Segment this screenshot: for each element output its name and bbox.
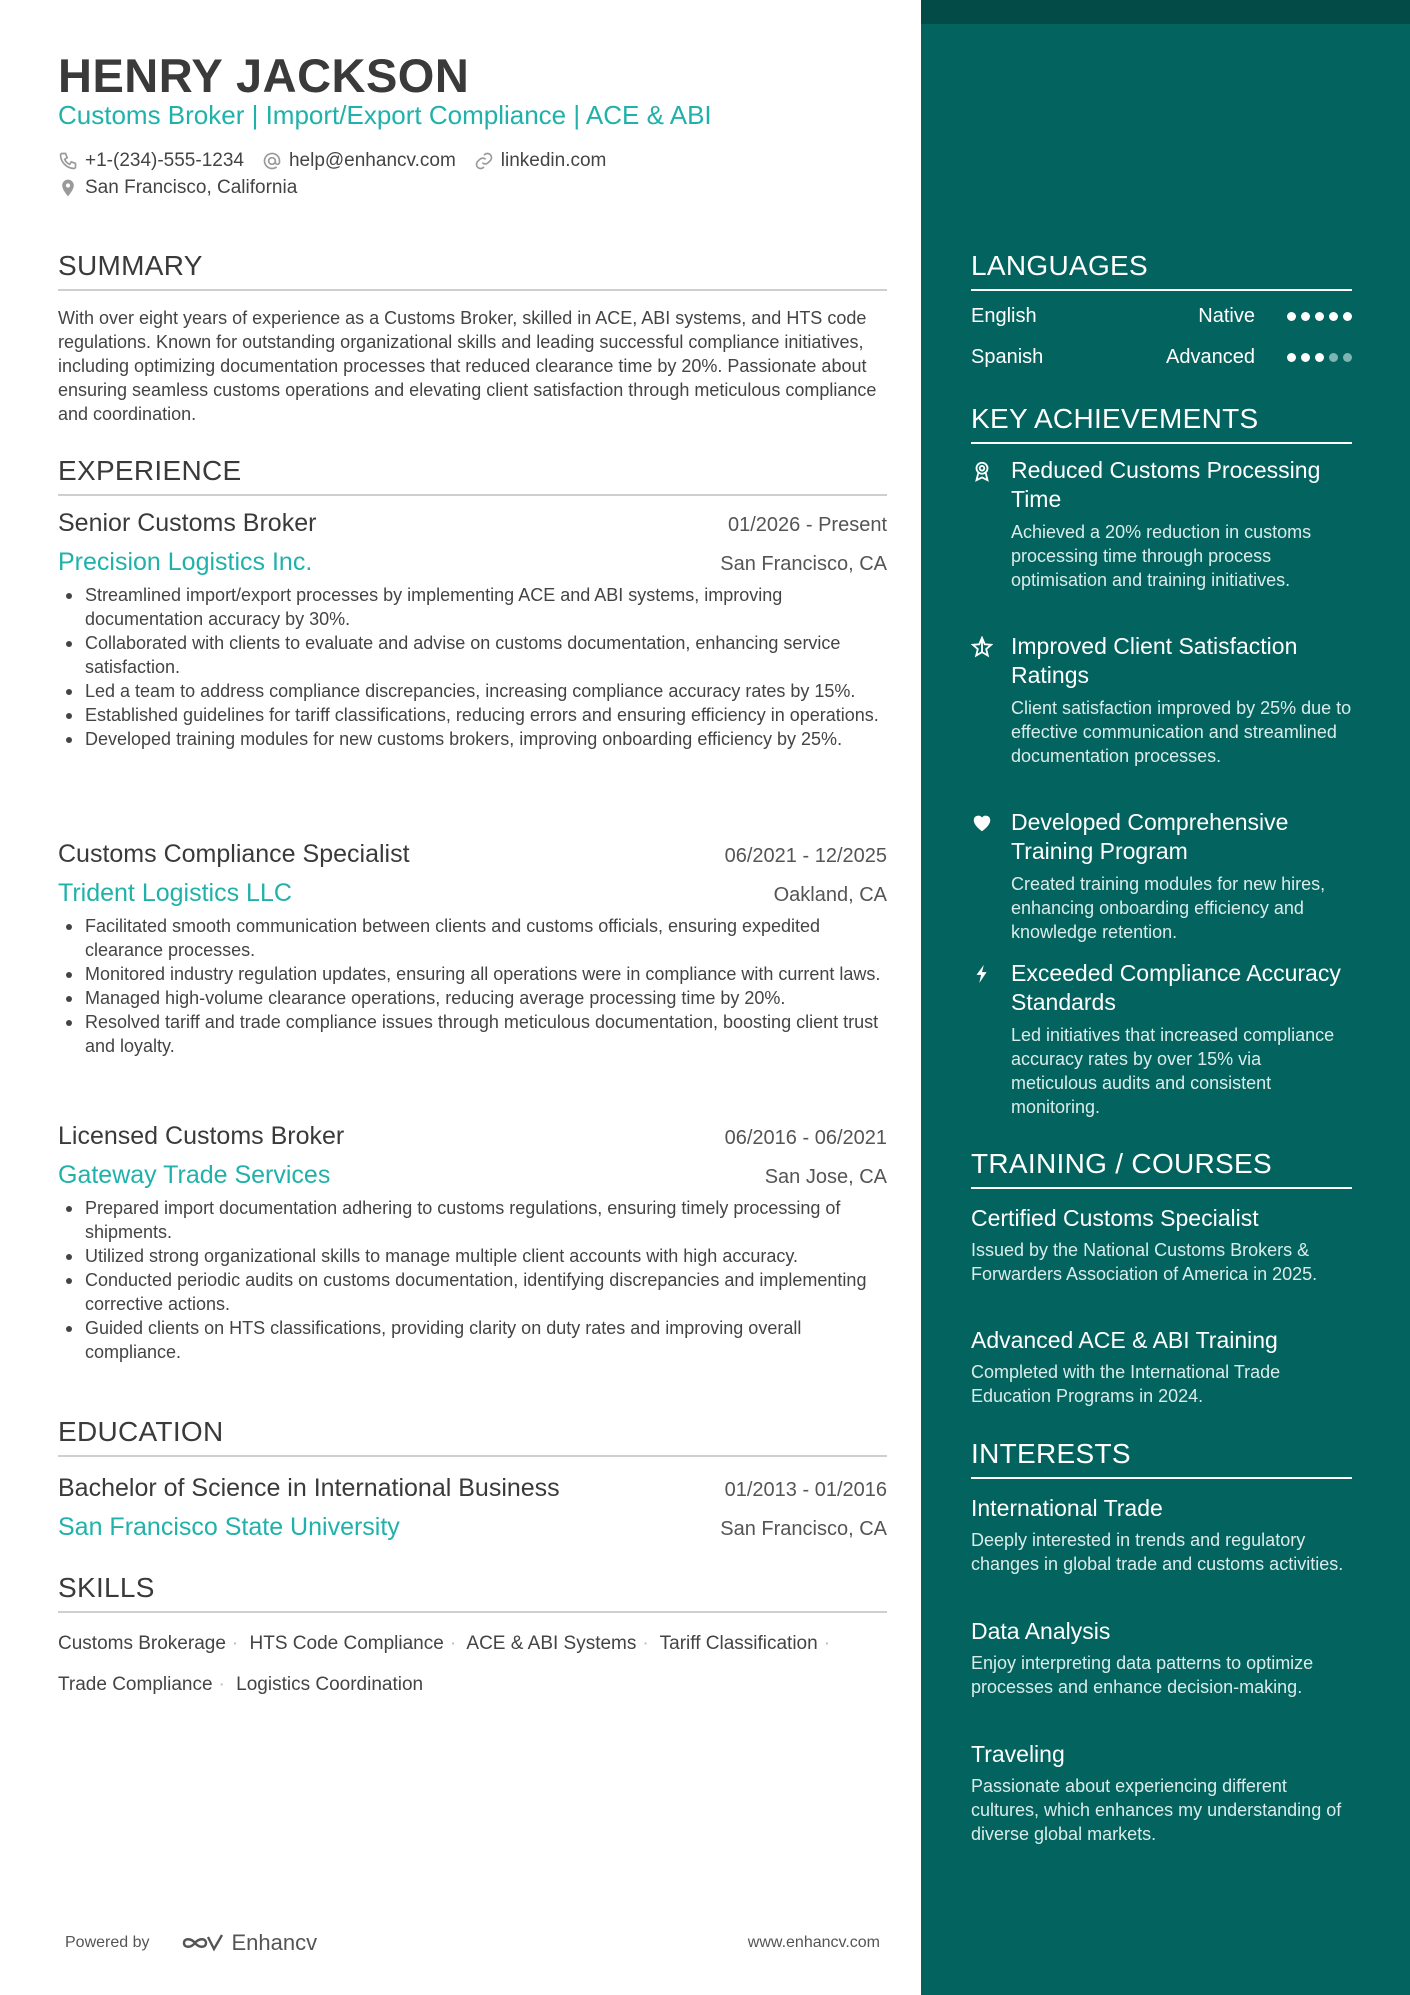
sidebar: [921, 0, 1410, 1995]
training-item: [971, 1204, 1352, 1286]
job-location: San Jose, CA: [764, 1166, 887, 1188]
achievement-item: [971, 959, 1352, 1119]
summary-text: With over eight years of experience as a Customs Broker, skilled in ACE, ABI systems, and HTS code regulations. Known for outstanding organizational skills and leading successful compliance initiatives, including optimizing documentation processes that reduced clearance time by 20%. Passionate about ensuring seamless customs operations and elevating client satisfaction through meticulous compliance and coordination.: [58, 308, 877, 424]
skill-item: Trade Compliance: [58, 1674, 213, 1695]
job-bullets: [58, 914, 887, 1058]
achievements-heading: KEY ACHIEVEMENTS: [971, 403, 1352, 444]
experience-entry: [58, 1122, 887, 1364]
experience-entry: [58, 509, 887, 751]
contact-location: [58, 177, 315, 199]
skill-item: Customs Brokerage: [58, 1633, 226, 1654]
job-location: San Francisco, CA: [720, 553, 887, 575]
skill-item: Logistics Coordination: [236, 1674, 424, 1695]
skill-item: ACE & ABI Systems: [466, 1633, 637, 1654]
languages-heading: LANGUAGES: [971, 250, 1352, 291]
candidate-name: HENRY JACKSON: [58, 49, 470, 102]
link-icon: [474, 151, 494, 171]
achievement-title: Reduced Customs Processing Time: [1011, 457, 1321, 512]
job-bullet: Guided clients on HTS classifications, providing clarity on duty rates and improving overall compliance.: [58, 1316, 887, 1364]
contact-phone[interactable]: [58, 150, 244, 172]
lightning-icon: [971, 963, 993, 985]
education-entry: [58, 1474, 887, 1542]
job-bullet: Developed training modules for new customs brokers, improving onboarding efficiency by 25%.: [58, 727, 887, 751]
achievement-desc: Achieved a 20% reduction in customs processing time through process optimisation and training initiatives.: [1011, 522, 1312, 590]
rating-dot: [1343, 312, 1352, 321]
achievement-desc: Created training modules for new hires, enhancing onboarding efficiency and knowledge retention.: [1011, 874, 1326, 942]
job-title: Licensed Customs Broker: [58, 1122, 345, 1150]
achievement-item: [971, 632, 1352, 768]
summary-heading: SUMMARY: [58, 250, 887, 291]
interest-desc: Enjoy interpreting data patterns to optimize processes and enhance decision-making.: [971, 1653, 1314, 1697]
interest-title: Traveling: [971, 1741, 1065, 1767]
job-bullet: Established guidelines for tariff classifications, reducing errors and ensuring efficiency in operations.: [58, 703, 887, 727]
interest-desc: Deeply interested in trends and regulatory changes in global trade and customs activities.: [971, 1530, 1344, 1574]
rating-dot: [1315, 312, 1324, 321]
language-name: English: [971, 305, 1037, 327]
rating-dot: [1301, 353, 1310, 362]
job-bullet: Managed high-volume clearance operations, reducing average processing time by 20%.: [58, 986, 887, 1010]
award-icon: [971, 460, 993, 482]
job-location: Oakland, CA: [773, 884, 887, 906]
rating-dot: [1287, 312, 1296, 321]
phone-text: +1-(234)-555-1234: [85, 150, 244, 171]
linkedin-text: linkedin.com: [500, 150, 607, 171]
job-company: Precision Logistics Inc.: [58, 548, 313, 576]
language-name: Spanish: [971, 346, 1044, 368]
language-level: Advanced: [1166, 346, 1255, 368]
degree: Bachelor of Science in International Business: [58, 1474, 560, 1502]
job-dates: 06/2016 - 06/2021: [724, 1127, 887, 1149]
job-bullet: Collaborated with clients to evaluate and advise on customs documentation, enhancing service satisfaction.: [58, 631, 887, 679]
brand-name: Enhancv: [231, 1930, 318, 1955]
training-item: [971, 1326, 1352, 1408]
job-dates: 06/2021 - 12/2025: [724, 845, 887, 867]
phone-icon: [58, 151, 78, 171]
interests-heading: INTERESTS: [971, 1438, 1352, 1479]
job-bullet: Utilized strong organizational skills to manage multiple client accounts with high accuracy.: [58, 1244, 887, 1268]
job-company: Gateway Trade Services: [58, 1161, 331, 1189]
job-bullet: Streamlined import/export processes by implementing ACE and ABI systems, improving documentation accuracy by 30%.: [58, 583, 887, 631]
contact-linkedin[interactable]: [474, 150, 607, 172]
email-text: help@enhancv.com: [288, 150, 456, 171]
rating-dot: [1329, 312, 1338, 321]
heart-icon: [971, 812, 993, 834]
rating-dot: [1315, 353, 1324, 362]
job-bullets: [58, 583, 887, 751]
rating-dot: [1343, 353, 1352, 362]
footer: [65, 1930, 880, 1956]
job-title: Customs Compliance Specialist: [58, 840, 410, 868]
job-bullet: Led a team to address compliance discrepancies, increasing compliance accuracy rates by 15%.: [58, 679, 887, 703]
job-bullets: [58, 1196, 887, 1364]
training-title: Advanced ACE & ABI Training: [971, 1327, 1278, 1353]
job-dates: 01/2026 - Present: [728, 514, 887, 536]
experience-heading: EXPERIENCE: [58, 455, 887, 496]
training-desc: Issued by the National Customs Brokers & Forwarders Association of America in 2025.: [971, 1240, 1318, 1284]
achievement-item: [971, 456, 1352, 592]
school: San Francisco State University: [58, 1513, 400, 1541]
language-rating: [1287, 312, 1352, 321]
language-item: [971, 346, 1352, 369]
enhancv-logo[interactable]: [178, 1930, 318, 1956]
education-location: San Francisco, CA: [720, 1518, 887, 1540]
experience-entry: [58, 840, 887, 1058]
training-heading: TRAINING / COURSES: [971, 1148, 1352, 1189]
job-bullet: Prepared import documentation adhering to customs regulations, ensuring timely processing of shipments.: [58, 1196, 887, 1244]
candidate-headline: Customs Broker | Import/Export Compliance | ACE & ABI: [58, 100, 712, 130]
job-company: Trident Logistics LLC: [58, 879, 292, 907]
language-item: [971, 305, 1352, 328]
training-title: Certified Customs Specialist: [971, 1205, 1259, 1231]
skill-item: HTS Code Compliance: [249, 1633, 444, 1654]
job-bullet: Conducted periodic audits on customs documentation, identifying discrepancies and implementing corrective actions.: [58, 1268, 887, 1316]
achievement-item: [971, 808, 1352, 944]
skills-heading: SKILLS: [58, 1572, 887, 1613]
skills-list: Customs Brokerage · HTS Code Compliance · ACE & ABI Systems · Tariff Classification · Trade Compliance · Logistics Coordination: [58, 1633, 831, 1695]
interest-item: [971, 1494, 1352, 1576]
infinity-logo-icon: [178, 1931, 226, 1955]
achievement-title: Improved Client Satisfaction Ratings: [1011, 633, 1298, 688]
training-desc: Completed with the International Trade Education Programs in 2024.: [971, 1362, 1281, 1406]
at-icon: [262, 151, 282, 171]
education-dates: 01/2013 - 01/2016: [724, 1479, 887, 1501]
interest-item: [971, 1617, 1352, 1699]
interest-item: [971, 1740, 1352, 1846]
language-rating: [1287, 353, 1352, 362]
education-heading: EDUCATION: [58, 1416, 887, 1457]
contact-row: [58, 150, 624, 172]
achievement-desc: Client satisfaction improved by 25% due to effective communication and streamlined documentation processes.: [1011, 698, 1352, 766]
job-title: Senior Customs Broker: [58, 509, 317, 537]
achievement-desc: Led initiatives that increased compliance accuracy rates by over 15% via meticulous audits and consistent monitoring.: [1011, 1025, 1335, 1117]
achievement-title: Exceeded Compliance Accuracy Standards: [1011, 960, 1341, 1015]
location-pin-icon: [58, 178, 78, 198]
contact-email[interactable]: [262, 150, 456, 172]
website-link[interactable]: www.enhancv.com: [747, 1934, 880, 1951]
rating-dot: [1329, 353, 1338, 362]
skill-item: Tariff Classification: [659, 1633, 818, 1654]
interest-title: Data Analysis: [971, 1618, 1111, 1644]
sidebar-top-bar: [921, 0, 1410, 24]
powered-by-label: Powered by: [65, 1934, 150, 1951]
job-bullet: Facilitated smooth communication between clients and customs officials, ensuring expedited clearance processes.: [58, 914, 887, 962]
interest-title: International Trade: [971, 1495, 1163, 1521]
achievement-title: Developed Comprehensive Training Program: [1011, 809, 1289, 864]
rating-dot: [1287, 353, 1296, 362]
interest-desc: Passionate about experiencing different cultures, which enhances my understanding of diverse global markets.: [971, 1776, 1342, 1844]
location-text: San Francisco, California: [85, 177, 298, 198]
language-level: Native: [1198, 305, 1255, 327]
job-bullet: Monitored industry regulation updates, ensuring all operations were in compliance with current laws.: [58, 962, 887, 986]
star-icon: [971, 636, 993, 658]
job-bullet: Resolved tariff and trade compliance issues through meticulous documentation, boosting client trust and loyalty.: [58, 1010, 887, 1058]
rating-dot: [1301, 312, 1310, 321]
